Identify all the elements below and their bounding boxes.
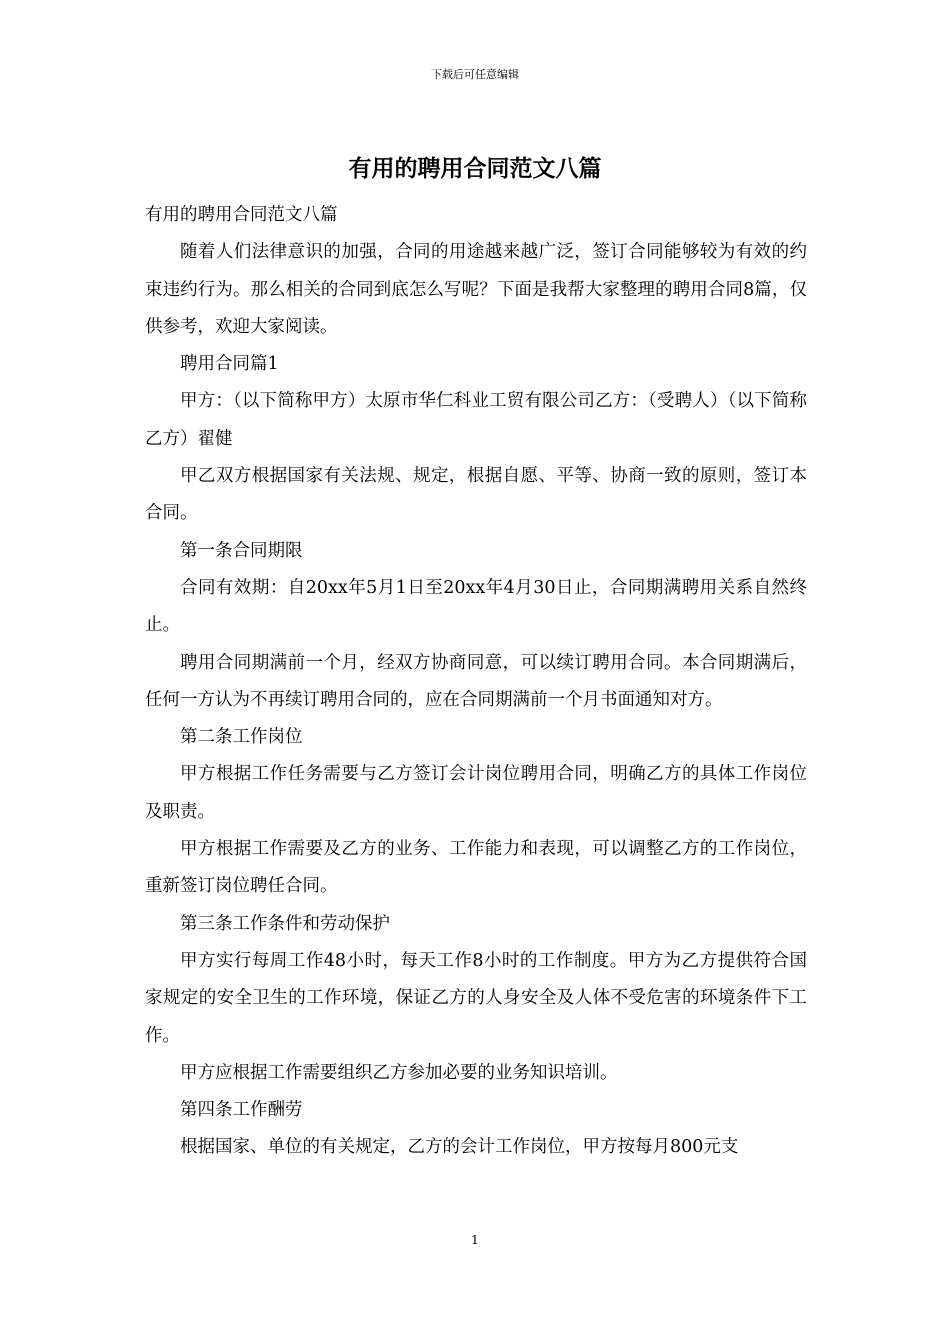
section-heading: 聘用合同篇1 <box>180 354 279 375</box>
page-title: 有用的聘用合同范文八篇 <box>348 155 602 182</box>
document-body <box>145 197 807 1167</box>
header-note: 下载后可任意编辑 <box>431 68 519 81</box>
article-heading: 第四条工作酬劳 <box>180 1100 303 1121</box>
body-paragraph: 合同有效期：自20xx年5月1日至20xx年4月30日止，合同期满聘用关系自然终止。 <box>145 577 807 636</box>
subtitle-paragraph: 有用的聘用合同范文八篇 <box>145 205 338 225</box>
body-paragraph: 根据国家、单位的有关规定，乙方的会计工作岗位，甲方按每月800元支 <box>180 1137 739 1158</box>
body-paragraph: 甲方实行每周工作48小时，每天工作8小时的工作制度。甲方为乙方提供符合国家规定的安全卫生的工作环境，保证乙方的人身安全及人体不受危害的环境条件下工作。 <box>145 950 807 1046</box>
principle-paragraph: 甲乙双方根据国家有关法规、规定，根据自愿、平等、协商一致的原则，签订本合同。 <box>145 466 807 524</box>
body-paragraph: 甲方根据工作任务需要与乙方签订会计岗位聘用合同，明确乙方的具体工作岗位及职责。 <box>145 764 807 822</box>
article-heading: 第三条工作条件和劳动保护 <box>180 913 390 934</box>
article-heading: 第二条工作岗位 <box>180 727 303 748</box>
page-number: 1 <box>471 1233 479 1247</box>
body-paragraph: 甲方根据工作需要及乙方的业务、工作能力和表现，可以调整乙方的工作岗位，重新签订岗位聘任合同。 <box>145 839 807 897</box>
body-paragraph: 甲方应根据工作需要组织乙方参加必要的业务知识培训。 <box>180 1062 618 1083</box>
article-heading: 第一条合同期限 <box>180 540 303 561</box>
intro-paragraph: 随着人们法律意识的加强，合同的用途越来越广泛，签订合同能够较为有效的约束违约行为。那么相关的合同到底怎么写呢？下面是我帮大家整理的聘用合同8篇，仅供参考，欢迎大家阅读。 <box>145 242 807 337</box>
parties-paragraph: 甲方：（以下简称甲方）太原市华仁科业工贸有限公司乙方：（受聘人）（以下简称乙方）翟健 <box>145 391 807 449</box>
body-paragraph: 聘用合同期满前一个月，经双方协商同意，可以续订聘用合同。本合同期满后，任何一方认为不再续订聘用合同的，应在合同期满前一个月书面通知对方。 <box>145 652 807 710</box>
